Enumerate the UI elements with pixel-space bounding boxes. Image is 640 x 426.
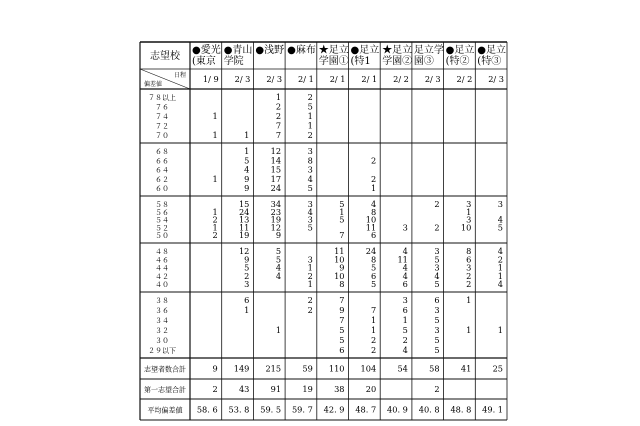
deviation-row-label: ６２ — [155, 175, 169, 184]
deviation-row-label: ５４ — [155, 216, 169, 225]
summary-value: 149 — [233, 363, 250, 374]
summary-value: 2 — [212, 384, 218, 394]
count-cell: 2 — [497, 254, 503, 265]
count-cell: 24 — [365, 246, 377, 256]
count-cell: 1 — [275, 92, 282, 102]
count-cell: 5 — [370, 262, 377, 273]
exam-date: 2/ 3 — [488, 74, 504, 84]
count-cell: 4 — [244, 164, 250, 175]
count-cell: 2 — [370, 335, 377, 345]
count-cell: 5 — [434, 335, 440, 345]
school-name: 足立学 — [413, 45, 444, 56]
summary-value: 42. 9 — [323, 404, 345, 415]
count-cell: 2 — [275, 101, 282, 112]
deviation-row-label: ４６ — [155, 256, 169, 265]
count-cell: 1 — [497, 325, 503, 335]
school-name: ●足立 — [445, 45, 475, 56]
count-cell: 2 — [307, 270, 313, 281]
count-cell: 5 — [434, 254, 440, 265]
deviation-row-label: ７６ — [155, 103, 169, 112]
count-cell: 12 — [238, 246, 250, 256]
count-cell: 5 — [244, 155, 250, 166]
count-cell: 1 — [402, 315, 408, 325]
summary-label: 平均偏差値 — [147, 406, 183, 415]
deviation-row-label: ４４ — [155, 264, 169, 273]
school-name: ★足立 — [318, 45, 349, 56]
exam-date: 2/ 3 — [424, 74, 441, 84]
summary-value: 215 — [265, 363, 282, 374]
deviation-header: 偏差値 — [144, 81, 163, 88]
exam-date: 2/ 1 — [329, 74, 346, 84]
deviation-row-label: ７４ — [155, 113, 169, 121]
count-cell: 1 — [307, 120, 313, 131]
count-cell: 6 — [244, 295, 250, 305]
count-cell: 4 — [307, 173, 313, 184]
count-cell: 1 — [370, 315, 377, 325]
deviation-row-label: ５８ — [155, 201, 169, 209]
school-name-sub: (東京 — [192, 56, 216, 67]
count-cell: 1 — [212, 173, 218, 184]
count-cell: 3 — [434, 325, 440, 335]
count-cell: 6 — [402, 305, 408, 315]
count-cell: 1 — [212, 222, 218, 233]
summary-value: 104 — [360, 363, 377, 374]
count-cell: 8 — [466, 246, 472, 256]
count-cell: 5 — [402, 325, 408, 335]
count-cell: 24 — [238, 206, 250, 217]
summary-value: 49. 1 — [482, 404, 503, 415]
count-cell: 19 — [238, 230, 250, 240]
count-cell: 9 — [339, 262, 345, 273]
count-cell: 12 — [270, 146, 282, 156]
count-cell: 2 — [370, 155, 377, 166]
count-cell: 2 — [466, 279, 472, 289]
summary-label: 志望者数合計 — [144, 365, 186, 374]
summary-value: 48. 8 — [450, 404, 472, 415]
count-cell: 7 — [370, 305, 377, 315]
deviation-row-label: ５６ — [155, 208, 169, 217]
school-name: ●青山 — [223, 45, 253, 56]
summary-value: 110 — [328, 363, 345, 374]
count-cell: 5 — [434, 345, 440, 355]
summary-value: 54 — [397, 363, 408, 374]
count-cell: 1 — [307, 262, 313, 273]
count-cell: 5 — [307, 101, 313, 112]
count-cell: 4 — [275, 270, 282, 281]
school-name: ★足立 — [382, 45, 413, 56]
count-cell: 12 — [270, 222, 282, 233]
count-cell: 3 — [307, 146, 313, 156]
count-cell: 11 — [334, 246, 345, 256]
school-name: ●浅野 — [255, 45, 285, 56]
count-cell: 1 — [307, 111, 313, 121]
deviation-row-label: ６６ — [155, 157, 169, 166]
count-cell: 3 — [434, 305, 440, 315]
count-cell: 1 — [244, 130, 250, 140]
count-cell: 6 — [339, 345, 345, 355]
count-cell: 34 — [270, 199, 282, 209]
deviation-row-label: ４８ — [155, 248, 169, 256]
deviation-row-label: ７２ — [155, 122, 169, 131]
count-cell: 1 — [275, 325, 282, 335]
count-cell: 10 — [334, 254, 345, 265]
deviation-row-label: ３２ — [155, 327, 169, 335]
count-cell: 4 — [370, 199, 377, 209]
count-cell: 3 — [466, 262, 472, 273]
exam-date: 2/ 2 — [456, 74, 473, 84]
deviation-row-label: ６０ — [155, 185, 169, 193]
count-cell: 3 — [466, 199, 472, 209]
deviation-row-label: ２９以下 — [148, 347, 176, 355]
count-cell: 2 — [434, 199, 440, 209]
count-cell: 4 — [497, 214, 503, 225]
count-cell: 2 — [212, 214, 218, 225]
count-cell: 11 — [365, 222, 377, 233]
count-cell: 5 — [307, 222, 313, 233]
count-cell: 7 — [339, 315, 345, 325]
summary-value: 20 — [365, 384, 377, 394]
summary-value: 2 — [434, 384, 440, 394]
date-header: 日程 — [173, 72, 186, 79]
count-cell: 6 — [434, 295, 440, 305]
count-cell: 15 — [270, 164, 282, 175]
count-cell: 14 — [270, 155, 282, 166]
deviation-row-label: ３０ — [155, 337, 169, 345]
school-name-sub: 学園② — [382, 56, 413, 67]
count-cell: 7 — [339, 295, 345, 305]
deviation-row-label: ７０ — [155, 132, 169, 140]
deviation-row-label: ３４ — [155, 317, 169, 325]
count-cell: 2 — [370, 345, 377, 355]
count-cell: 1 — [497, 262, 503, 273]
corner-label: 志望校 — [150, 51, 180, 62]
school-name: ●足立 — [477, 45, 507, 56]
summary-value: 58. 6 — [196, 404, 218, 415]
count-cell: 4 — [402, 345, 408, 355]
school-name: ●愛光 — [192, 45, 221, 56]
count-cell: 6 — [466, 254, 472, 265]
exam-date: 2/ 3 — [266, 74, 283, 84]
count-cell: 2 — [307, 295, 313, 305]
school-name-sub: (特② — [445, 56, 470, 67]
count-cell: 23 — [270, 206, 282, 217]
count-cell: 4 — [497, 246, 503, 256]
summary-value: 38 — [334, 384, 345, 394]
count-cell: 10 — [460, 222, 472, 233]
school-name: ●麻布 — [287, 45, 316, 56]
count-cell: 3 — [307, 254, 313, 265]
count-cell: 3 — [497, 199, 503, 209]
count-cell: 10 — [334, 270, 345, 281]
summary-value: 91 — [270, 384, 282, 394]
count-cell: 5 — [339, 199, 345, 209]
school-name-sub: 学院 — [223, 56, 244, 67]
count-cell: 2 — [370, 173, 377, 184]
count-cell: 6 — [402, 279, 408, 289]
count-cell: 1 — [307, 279, 313, 289]
deviation-row-label: ３６ — [155, 307, 169, 315]
summary-value: 25 — [492, 363, 503, 374]
school-name-sub: (特1 — [350, 56, 371, 67]
exam-date: 2/ 3 — [234, 74, 251, 84]
count-cell: 8 — [339, 279, 345, 289]
exam-date: 2/ 1 — [298, 74, 314, 84]
summary-value: 48. 7 — [355, 404, 377, 415]
summary-value: 19 — [302, 384, 313, 394]
count-cell: 3 — [244, 279, 250, 289]
count-cell: 2 — [402, 335, 408, 345]
count-cell: 1 — [370, 325, 377, 335]
count-cell: 19 — [270, 214, 282, 225]
count-cell: 15 — [238, 199, 250, 209]
count-cell: 8 — [307, 155, 313, 166]
deviation-row-label: ６４ — [155, 166, 169, 175]
count-cell: 2 — [307, 305, 313, 315]
deviation-row-label: ６８ — [155, 148, 169, 156]
deviation-row-label: ７８以上 — [148, 94, 176, 102]
summary-label: 第一志望合計 — [144, 386, 186, 394]
school-name-sub: (特③ — [477, 56, 502, 67]
table-text — [144, 43, 506, 415]
summary-value: 9 — [212, 363, 218, 374]
count-cell: 3 — [434, 246, 440, 256]
school-name-sub: 園③ — [413, 56, 434, 67]
count-cell: 8 — [370, 254, 377, 265]
count-cell: 2 — [434, 222, 440, 233]
summary-value: 41 — [460, 363, 472, 374]
count-cell: 5 — [244, 262, 250, 273]
count-cell: 5 — [275, 254, 282, 265]
count-cell: 1 — [212, 130, 218, 140]
deviation-row-label: ５２ — [155, 224, 169, 233]
count-cell: 8 — [370, 206, 377, 217]
summary-value: 53. 8 — [228, 404, 250, 415]
count-cell: 2 — [212, 230, 218, 240]
count-cell: 4 — [307, 206, 313, 217]
count-cell: 24 — [270, 183, 282, 193]
school-name-sub: 学園① — [318, 56, 349, 67]
summary-value: 40. 9 — [387, 404, 408, 415]
count-cell: 6 — [370, 230, 377, 240]
count-cell: 9 — [244, 173, 250, 184]
count-cell: 1 — [212, 111, 218, 121]
count-cell: 5 — [339, 214, 345, 225]
count-cell: 1 — [466, 295, 472, 305]
exam-date: 2/ 1 — [361, 74, 378, 84]
count-cell: 9 — [275, 230, 282, 240]
count-cell: 1 — [497, 270, 503, 281]
count-cell: 9 — [244, 183, 250, 193]
table-grid — [140, 42, 507, 420]
deviation-row-label: ３８ — [155, 297, 169, 305]
count-cell: 7 — [275, 130, 282, 140]
count-cell: 1 — [466, 325, 472, 335]
summary-value: 40. 8 — [418, 404, 440, 415]
count-cell: 2 — [466, 270, 472, 281]
school-name: ●足立 — [350, 45, 380, 56]
count-cell: 5 — [434, 315, 440, 325]
count-cell: 7 — [339, 230, 345, 240]
count-cell: 3 — [434, 262, 440, 273]
deviation-row-label: ４０ — [155, 281, 169, 289]
deviation-row-label: ５０ — [155, 232, 169, 240]
count-cell: 11 — [397, 254, 408, 265]
summary-value: 59 — [302, 363, 313, 374]
count-cell: 4 — [402, 270, 408, 281]
deviation-row-label: ４２ — [155, 272, 169, 281]
exam-date: 1/ 9 — [202, 74, 219, 84]
count-cell: 5 — [307, 183, 313, 193]
count-cell: 5 — [497, 222, 503, 233]
count-cell: 9 — [339, 305, 345, 315]
summary-value: 58 — [429, 363, 440, 374]
exam-date: 2/ 2 — [393, 74, 409, 84]
summary-value: 59. 7 — [291, 404, 313, 415]
count-cell: 4 — [275, 262, 282, 273]
count-cell: 1 — [244, 146, 250, 156]
count-cell: 2 — [275, 111, 282, 121]
count-cell: 1 — [466, 206, 472, 217]
count-cell: 5 — [275, 246, 282, 256]
count-cell: 1 — [370, 183, 377, 193]
count-cell: 11 — [238, 222, 250, 233]
count-cell: 3 — [402, 295, 408, 305]
count-cell: 5 — [339, 335, 345, 345]
count-cell: 17 — [270, 173, 282, 184]
count-cell: 7 — [275, 120, 282, 131]
count-cell: 4 — [434, 270, 440, 281]
count-cell: 3 — [466, 214, 472, 225]
count-cell: 3 — [402, 222, 408, 233]
count-cell: 2 — [307, 92, 313, 102]
count-cell: 3 — [307, 214, 313, 225]
count-cell: 13 — [238, 214, 250, 225]
count-cell: 4 — [402, 262, 408, 273]
count-cell: 2 — [244, 270, 250, 281]
summary-value: 59. 5 — [260, 404, 282, 415]
count-cell: 10 — [365, 214, 377, 225]
count-cell: 3 — [307, 199, 313, 209]
count-cell: 4 — [402, 246, 408, 256]
count-cell: 5 — [339, 325, 345, 335]
count-cell: 5 — [370, 279, 377, 289]
count-cell: 6 — [370, 270, 377, 281]
count-cell: 5 — [434, 279, 440, 289]
count-cell: 1 — [339, 206, 345, 217]
count-cell: 3 — [307, 164, 313, 175]
count-cell: 1 — [244, 305, 250, 315]
count-cell: 9 — [244, 254, 250, 265]
count-cell: 2 — [307, 130, 313, 140]
count-cell: 1 — [212, 206, 218, 217]
summary-value: 43 — [238, 384, 250, 394]
count-cell: 4 — [497, 279, 503, 289]
